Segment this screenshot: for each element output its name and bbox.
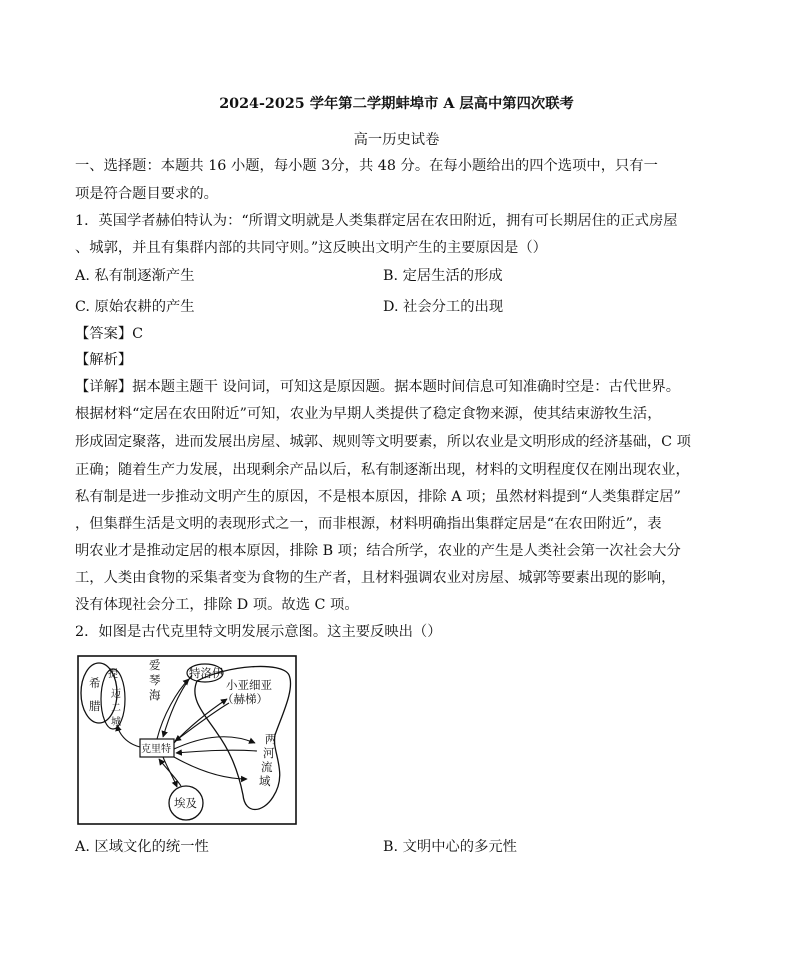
mycenae-label-2: 迈: [111, 689, 121, 700]
mesopotamia-label-1: 两: [265, 732, 277, 746]
q1-answer: 【答案】C: [75, 326, 144, 342]
hittite-label: （赫梯）: [222, 692, 268, 706]
q2-stem: 2．如图是古代克里特文明发展示意图。这主要反映出（）: [75, 624, 442, 640]
q2-option-a: A. 区域文化的统一性: [75, 839, 209, 855]
mesopotamia-label-2: 河: [263, 746, 275, 760]
egypt-label: 埃及: [174, 796, 197, 810]
q1-detail-line: ，但集群生活是文明的表现形式之一，而非根源，材料明确指出集群定居是“在农田附近”，表: [75, 516, 662, 532]
q1-detail-line: 形成固定聚落，进而发展出房屋、城郭、规则等文明要素，所以农业是文明形成的经济基础，C 项: [75, 434, 691, 450]
aegean-label-1: 爱: [149, 658, 161, 672]
greece-label-2: 腊: [89, 699, 101, 713]
q1-detail-line: 工，人类由食物的采集者变为食物的生产者，且材料强调农业对房屋、城郭等要素出现的影响，: [75, 570, 676, 586]
crete-label: 克里特: [141, 744, 171, 755]
q1-stem-line2: 、城郭，并且有集群内部的共同守则。”这反映出文明产生的主要原因是（）: [75, 240, 547, 256]
section-instruction-line2: 项是符合题目要求的。: [75, 186, 218, 202]
greece-label-1: 希: [89, 676, 101, 690]
crete-civilization-map: [77, 655, 297, 825]
q2-option-b: B. 文明中心的多元性: [383, 839, 517, 855]
q1-analysis-label: 【解析】: [75, 352, 133, 368]
page-title: 2024-2025 学年第二学期蚌埠市 A 层高中第四次联考: [219, 96, 574, 112]
q1-stem-line1: 1．英国学者赫伯特认为：“所谓文明就是人类集群定居在农田附近，拥有可长期居住的正式房屋: [75, 213, 678, 229]
q1-detail-line: 正确；随着生产力发展，出现剩余产品以后，私有制逐渐出现，材料的文明程度仅在刚出现农业，: [75, 462, 690, 478]
q1-option-b: B. 定居生活的形成: [383, 268, 503, 284]
section-instruction-line1: 一、选择题：本题共 16 小题，每小题 3分，共 48 分。在每小题给出的四个选项中，只有一: [75, 158, 658, 174]
q1-detail-line: 根据材料“定居在农田附近”可知，农业为早期人类提供了稳定食物来源，使其结束游牧生活，: [75, 406, 662, 422]
mycenae-label-4: 城: [111, 717, 121, 728]
troy-label: 特洛伊: [189, 666, 224, 680]
aegean-label-3: 海: [149, 688, 161, 702]
mesopotamia-label-3: 流: [261, 760, 273, 774]
mycenae-label-1: 提: [108, 669, 118, 680]
mesopotamia-label-4: 域: [259, 774, 271, 788]
q1-detail-line: 明农业才是推动定居的根本原因，排除 B 项；结合所学，农业的产生是人类社会第一次社会大分: [75, 543, 681, 559]
q1-option-d: D. 社会分工的出现: [383, 299, 504, 315]
asia-minor-label: 小亚细亚: [226, 678, 272, 692]
mycenae-label-3: 二: [111, 703, 121, 714]
q1-detail-line: 【详解】据本题主题干 设问词，可知这是原因题。据本题时间信息可知准确时空是：古代世界。: [75, 379, 681, 395]
q1-detail-line: 私有制是进一步推动文明产生的原因，不是根本原因，排除 A 项；虽然材料提到“人类集群定居”: [75, 489, 681, 505]
q1-option-a: A. 私有制逐渐产生: [75, 268, 195, 284]
q1-option-c: C. 原始农耕的产生: [75, 299, 195, 315]
page-subtitle: 高一历史试卷: [353, 132, 440, 148]
aegean-label-2: 琴: [149, 673, 161, 687]
q1-detail-line: 没有体现社会分工，排除 D 项。故选 C 项。: [75, 597, 359, 613]
